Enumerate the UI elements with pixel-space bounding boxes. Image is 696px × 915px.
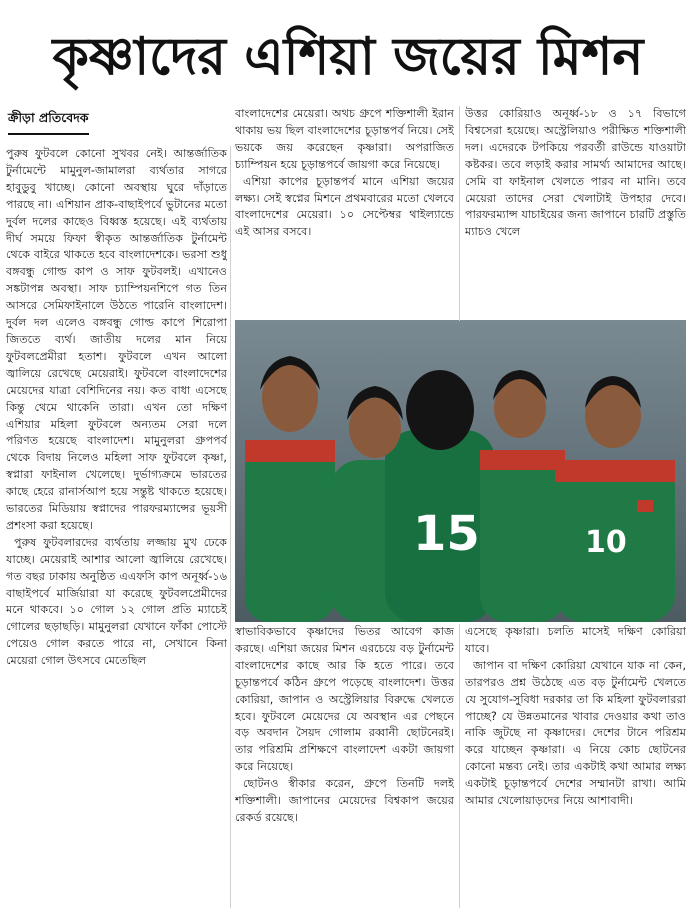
paragraph: এসেছে কৃষ্ণারা। চলতি মাসেই দক্ষিণ কোরিয়া যাবে।: [465, 625, 686, 655]
player-center-group: [330, 370, 495, 622]
paragraph: বাংলাদেশের মেয়েরা। অথচ গ্রুপে শক্তিশালী ইরান থাকায় ভয় ছিল বাংলাদেশের চূড়ান্তপর্ব নিয়ে। সেই ভয়কে জয় করেছেন কৃষ্ণারা। অপরাজিত চ্যাম্পিয়ন হয়ে চূড়ান্তপর্বে জায়গা করে নিয়েছে।: [235, 107, 454, 171]
article-column-2-bottom: [235, 624, 454, 908]
paragraph: ছোটনও স্বীকার করেন, গ্রুপে তিনটি দলই শক্তিশালী। জাপানের মেয়েদের বিশ্বকাপ জয়ের রেকর্ড রয়েছে।: [235, 777, 454, 824]
article-column-3-bottom: [465, 624, 686, 908]
paragraph: পুরুষ ফুটবলারদের ব্যর্থতায় লজ্জায় মুখ ঢেকে যাচ্ছে। মেয়েরাই আশার আলো জ্বালিয়ে রেখেছে। গত বছর ঢাকায় অনুষ্ঠিত এএফসি কাপ অনূর্ধ্ব-১৬ বাছাইপর্বে মার্জিয়ারা যা করেছে ফুটবলপ্রেমীদের মনে থাকবে। ১০ গোল ১২ গোল প্রতি ম্যাচেই গোলের ছড়াছড়ি। মামুনুলরা যেখানে ফাঁকা পোস্টে পেয়েও গোল করতে পারে না, সেখানে কিনা মেয়েরা গোল উৎসবে মেতেছিল: [6, 535, 227, 668]
jersey-number-back: 15: [413, 506, 480, 562]
jersey-number: 10: [585, 525, 627, 560]
headline: কৃষ্ণাদের এশিয়া জয়ের মিশন: [52, 27, 644, 87]
paragraph: স্বাভাবিকভাবে কৃষ্ণাদের ভিতর আবেগ কাজ করছে। এশিয়া জয়ের মিশন এরচেয়ে বড় টুর্নামেন্ট বাংলাদেশের কাছে আর কি হতে পারে। তবে চূড়ান্তপর্বে কঠিন গ্রুপে পড়েছে বাংলাদেশ। উত্তর কোরিয়া, জাপান ও অস্ট্রেলিয়ার বিরুদ্ধে খেলতে হবে। ফুটবলে মেয়েদের যে অবস্থান এর পেছনে বড় অবদান সৈয়দ গোলাম রব্বানী ছোটনেরই। তার পরিশ্রমি প্রশিক্ষণে বাংলাদেশ একটা জায়গা করে নিয়েছে।: [235, 625, 454, 774]
article-column-2-top: [235, 106, 454, 321]
column-divider: [230, 146, 231, 908]
paragraph: পুরুষ ফুটবলে কোনো সুখবর নেই। আন্তর্জাতিক টুর্নামেন্টে মামুনুল-জামালরা ব্যর্থতার সাগরে হাবুডুবু খাচ্ছে। কোনো অবস্থায় ঘুরে দাঁড়াতে পারছে না। এশিয়ান প্রাক-বাছাইপর্বে ভুটানের মতো দুর্বল দলের কাছেও বিধ্বস্ত হয়েছে। এই ব্যর্থতায় দীর্ঘ সময়ে ফিফা স্বীকৃত আন্তর্জাতিক টুর্নামেন্ট থেকে বাইরে থাকতে হবে বাংলাদেশকে। ভরসা শুধু বঙ্গবন্ধু গোল্ড কাপ ও সাফ ফুটবলই। এখানেও সঙ্কটাপন্ন অবস্থা। সাফ চ্যাম্পিয়নশিপে গত তিন আসরে সেমিফাইনালে উঠতে পারেনি বাংলাদেশ। দুর্বল দল এলেও বঙ্গবন্ধু গোল্ড কাপে শিরোপা জিততে ব্যর্থ। জাতীয় দলের মান নিয়ে ফুটবলপ্রেমীরা হতাশ। ফুটবলে এখন আলো জ্বালিয়ে রেখেছে মেয়েরাই। ফুটবলে বাংলাদেশের মেয়েদের যাত্রা বেশিদিনের নয়। কত বাধা এসেছে কিন্তু থেমে থাকেনি তারা। এখন তো দক্ষিণ এশিয়ার মহিলা ফুটবলে অন্যতম সেরা দলে পরিণত হয়েছে বাংলাদেশ। মামুনুলরা গ্রুপপর্ব থেকে বিদায় নিলেও মহিলা সাফ ফুটবলে কৃষ্ণা, স্বপ্নারা ফাইনাল খেলেছে। দুর্ভাগ্যক্রমে ভারতের কাছে হেরে রানার্সআপ হয়ে সন্তুষ্ট থাকতে হয়েছে। ভারতের মিডিয়ায় স্বপ্নাদের পারফরম্যান্সের ভূয়সী প্রশংসা করা হয়েছে।: [6, 147, 227, 532]
byline: ক্রীড়া প্রতিবেদক: [8, 110, 89, 135]
paragraph: এশিয়া কাপের চূড়ান্তপর্ব মানে এশিয়া জয়ের লক্ষ্য। সেই স্বপ্নের মিশনে প্রথমবারের মতো খেলবে বাংলাদেশের মেয়েরা। ১০ সেপ্টেম্বর থাইল্যান্ডে এই আসর বসবে।: [235, 174, 454, 239]
article-column-3-top: [465, 106, 686, 321]
photo-illustration: [235, 320, 686, 622]
column-divider: [459, 106, 460, 321]
paragraph: উত্তর কোরিয়াও অনূর্ধ্ব-১৮ ও ১৭ বিভাগে বিশ্বসেরা হয়েছে। অস্ট্রেলিয়াও পরীক্ষিত শক্তিশালী দল। এদেরকে টপকিয়ে পরবর্তী রাউন্ডে যাওয়াটা কষ্টকর। তবে লড়াই করার সামর্থ্য আমাদের আছে। সেমি বা ফাইনাল খেলতে পারব না মানি। তবে মেয়েরা তাদের সেরা খেলাটাই উপহার দেবে। পারফরম্যান্স যাচাইয়ের জন্য জাপানে চারটি প্রস্তুতি ম্যাচও খেলে: [465, 107, 686, 239]
article-column-1: [6, 146, 227, 908]
team-celebration-photo: [235, 320, 686, 622]
paragraph: জাপান বা দক্ষিণ কোরিয়া যেখানে যাক না কেন, তারপরও প্রশ্ন উঠেছে এত বড় টুর্নামেন্ট খেলতে যে সুযোগ-সুবিধা দরকার তা কি মহিলা ফুটবলাররা পাচ্ছে? যে উন্নতমানের খাবার দেওয়ার কথা তাও নাকি জুটছে না কৃষ্ণাদের। দেশের টানে পরিশ্রম করে যাচ্ছেন কৃষ্ণারা। এ নিয়ে কোচ ছোটনের কোনো মন্তব্য নেই। তার একটাই কথা আমার লক্ষ্য একটাই চূড়ান্তপর্বে দেশের সম্মানটা রাখা। আমি আমার খেলোয়াড়দের নিয়ে আশাবাদী।: [465, 658, 686, 808]
column-divider: [459, 624, 460, 908]
